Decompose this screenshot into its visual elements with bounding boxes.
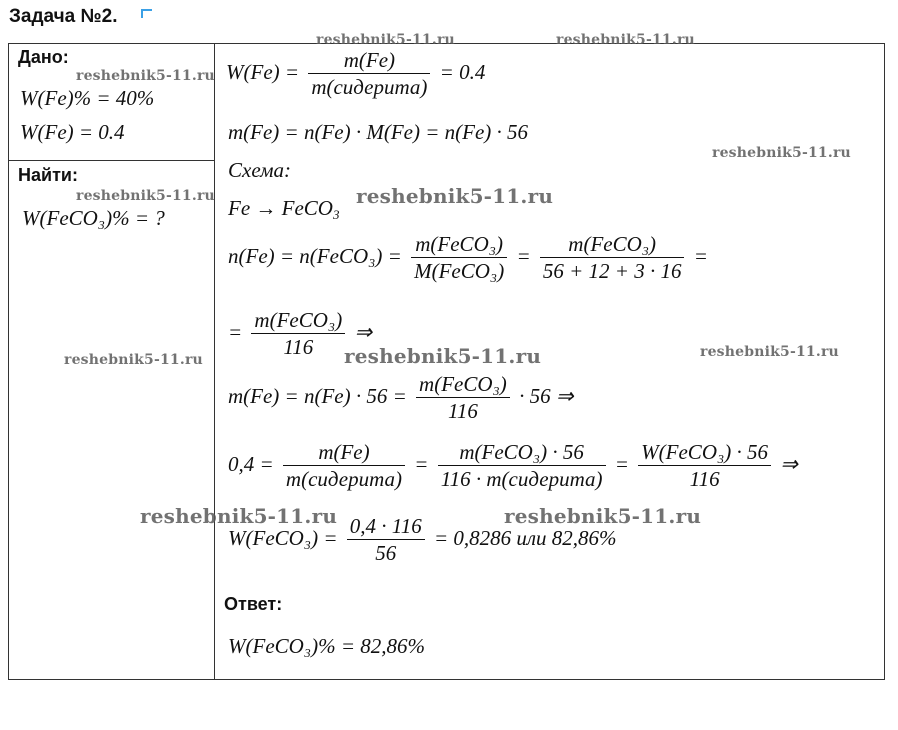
eq5-f1-den: M(FeCO₃) bbox=[414, 259, 505, 283]
eq8-end: ⇒ bbox=[780, 451, 798, 476]
eq5-fraction-2 bbox=[540, 234, 685, 282]
eq6-num: m(FeCO₃) bbox=[251, 310, 345, 334]
scheme-label: Схема: bbox=[228, 158, 292, 182]
equation-2: m(Fe) = n(Fe) · M(Fe) = n(Fe) · 56 bbox=[228, 120, 529, 144]
task-title: Задача №2. bbox=[9, 6, 118, 27]
eq5-end: = bbox=[693, 243, 708, 268]
eq8-lhs: 0,4 = bbox=[228, 451, 274, 476]
given-line-1: W(Fe)% = 40% bbox=[20, 86, 155, 110]
watermark: reshebnik5-11.ru bbox=[140, 504, 338, 528]
eq6-fraction bbox=[251, 310, 345, 358]
eq8-f2-den: 116 · m(сидерита) bbox=[440, 467, 603, 491]
given-header: Дано: bbox=[18, 47, 69, 67]
eq5-eq: = bbox=[516, 243, 531, 268]
eq9-lhs: W(FeCO₃) = bbox=[228, 525, 338, 550]
watermark: reshebnik5-11.ru bbox=[556, 32, 695, 48]
eq8-f1-den: m(сидерита) bbox=[285, 467, 403, 491]
equation-1 bbox=[226, 50, 485, 98]
eq7-fraction bbox=[416, 374, 510, 422]
column-divider bbox=[214, 43, 215, 680]
find-header: Найти: bbox=[18, 165, 78, 185]
scheme-reaction bbox=[228, 198, 339, 221]
eq1-fraction bbox=[308, 50, 430, 98]
eq1-lhs: W(Fe) = bbox=[226, 59, 300, 84]
eq1-num: m(Fe) bbox=[308, 50, 430, 74]
eq5-f1-num: m(FeCO₃) bbox=[411, 234, 507, 258]
watermark: reshebnik5-11.ru bbox=[344, 344, 542, 368]
eq8-eq2: = bbox=[614, 451, 629, 476]
eq5-lhs: n(Fe) = n(FeCO₃) = bbox=[228, 243, 402, 268]
eq7-num: m(FeCO₃) bbox=[416, 374, 510, 398]
eq7-lhs: m(Fe) = n(Fe) · 56 = bbox=[228, 383, 407, 408]
eq8-f3-num: W(FeCO₃) · 56 bbox=[638, 442, 771, 466]
eq8-fraction-1 bbox=[283, 442, 405, 490]
eq7-den: 116 bbox=[447, 399, 478, 423]
eq9-fraction bbox=[347, 516, 425, 564]
watermark: reshebnik5-11.ru bbox=[356, 184, 554, 208]
given-line-2: W(Fe) = 0.4 bbox=[20, 120, 125, 144]
eq6-end: ⇒ bbox=[354, 319, 373, 344]
answer-line: W(FeCO₃)% = 82,86% bbox=[228, 634, 426, 658]
eq5-f2-num: m(FeCO₃) bbox=[540, 234, 685, 258]
watermark: reshebnik5-11.ru bbox=[76, 68, 215, 84]
eq9-rhs: = 0,8286 или 82,86% bbox=[433, 525, 617, 550]
watermark: reshebnik5-11.ru bbox=[700, 344, 839, 360]
watermark: reshebnik5-11.ru bbox=[504, 504, 702, 528]
answer-label: Ответ: bbox=[224, 594, 283, 614]
eq5-f2-den: 56 + 12 + 3 · 16 bbox=[542, 259, 682, 283]
eq8-f1-num: m(Fe) bbox=[283, 442, 405, 466]
equation-8 bbox=[228, 442, 798, 490]
equation-5 bbox=[228, 234, 708, 282]
watermark: reshebnik5-11.ru bbox=[64, 352, 203, 368]
eq8-fraction-2 bbox=[438, 442, 606, 490]
eq1-rhs: = 0.4 bbox=[439, 59, 486, 84]
eq8-fraction-3 bbox=[638, 442, 771, 490]
find-line: W(FeCO₃)% = ? bbox=[22, 206, 165, 230]
scheme-subscript: 3 bbox=[332, 207, 340, 222]
eq8-f3-den: 116 bbox=[689, 467, 720, 491]
eq8-eq1: = bbox=[414, 451, 429, 476]
eq6-den: 116 bbox=[283, 335, 314, 359]
eq9-den: 56 bbox=[375, 541, 397, 565]
watermark: reshebnik5-11.ru bbox=[316, 32, 455, 48]
watermark: reshebnik5-11.ru bbox=[712, 145, 851, 161]
row-divider bbox=[8, 160, 215, 161]
scheme-text: Fe → FeCO bbox=[228, 196, 333, 220]
eq5-fraction-1 bbox=[411, 234, 507, 282]
eq1-den: m(сидерита) bbox=[311, 75, 428, 99]
eq9-num: 0,4 · 116 bbox=[347, 516, 425, 540]
eq8-f2-num: m(FeCO₃) · 56 bbox=[438, 442, 606, 466]
eq6-lhs: = bbox=[228, 319, 243, 344]
equation-7 bbox=[228, 374, 573, 422]
flag-icon bbox=[141, 9, 152, 18]
watermark: reshebnik5-11.ru bbox=[76, 188, 215, 204]
eq7-end: · 56 ⇒ bbox=[519, 383, 574, 408]
